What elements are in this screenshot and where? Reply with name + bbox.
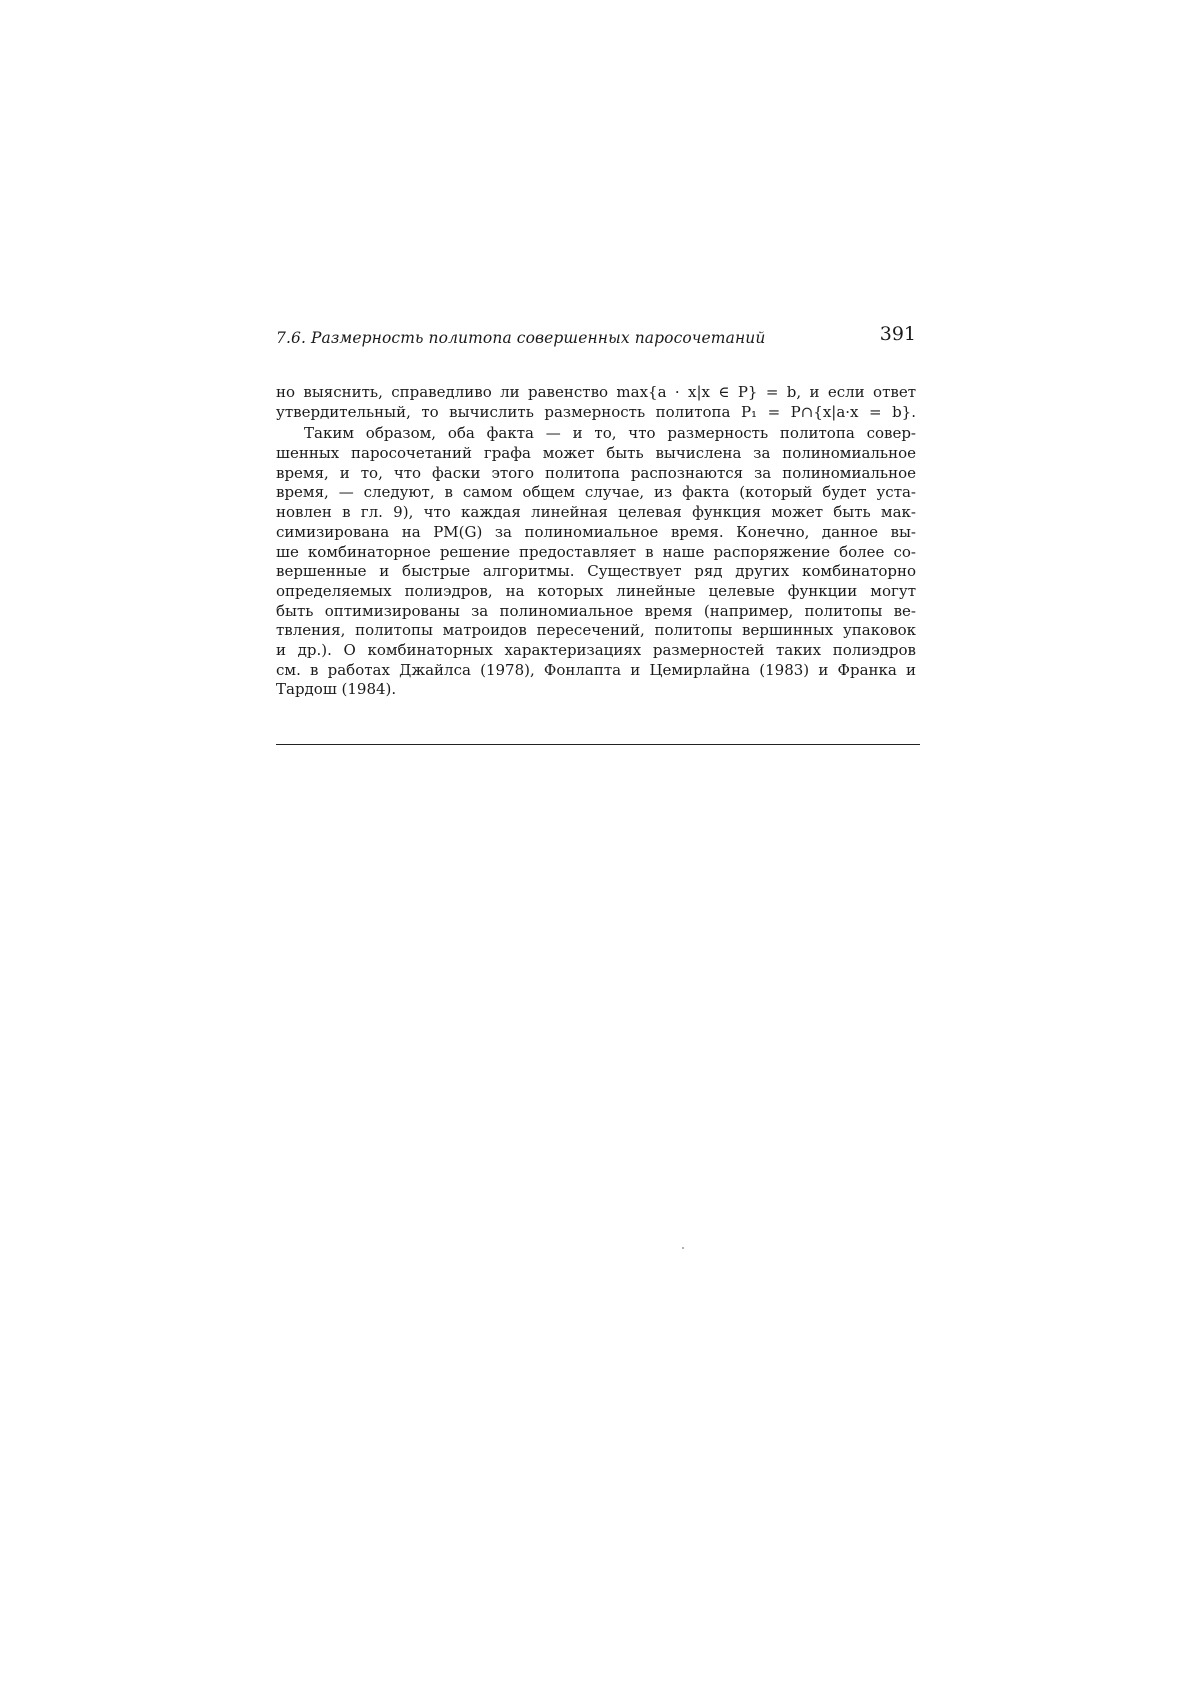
- page-number: 391: [879, 323, 916, 345]
- section-end-rule: [276, 744, 920, 745]
- running-head: 7.6. Размерность политопа совершенных паросочетаний: [276, 329, 766, 347]
- text-line: утвердительный, то вычислить размерность политопа P₁ = P∩{x|a·x = b}.: [276, 402, 916, 421]
- paragraph-2: [276, 424, 916, 700]
- paragraph-1: [276, 383, 916, 422]
- body-text: [276, 383, 916, 700]
- text-line: быть оптимизированы за полиномиальное время (например, политопы ве-: [276, 601, 916, 620]
- text-line: симизирована на PM(G) за полиномиальное время. Конечно, данное вы-: [276, 522, 916, 541]
- text-line: Таким образом, оба факта — и то, что размерность политопа совер-: [304, 424, 916, 443]
- page-header: [276, 323, 916, 349]
- text-line: время, — следуют, в самом общем случае, из факта (который будет уста-: [276, 483, 916, 502]
- text-line: см. в работах Джайлса (1978), Фонлапта и Цемирлайна (1983) и Франка и: [276, 660, 916, 679]
- scan-speck: [682, 1247, 684, 1249]
- text-line: шенных паросочетаний графа может быть вычислена за полиномиальное: [276, 444, 916, 463]
- text-line: время, и то, что фаски этого политопа распознаются за полиномиальное: [276, 463, 916, 482]
- text-line: твления, политопы матроидов пересечений, политопы вершинных упаковок: [276, 621, 916, 640]
- text-line: и др.). О комбинаторных характеризациях размерностей таких полиэдров: [276, 640, 916, 659]
- text-line: новлен в гл. 9), что каждая линейная целевая функция может быть мак-: [276, 503, 916, 522]
- text-line: но выяснить, справедливо ли равенство max{a · x|x ∈ P} = b, и если ответ: [276, 383, 916, 401]
- text-line: вершенные и быстрые алгоритмы. Существует ряд других комбинаторно: [276, 562, 916, 581]
- text-line: ше комбинаторное решение предоставляет в наше распоряжение более со-: [276, 542, 916, 561]
- text-line: определяемых полиэдров, на которых линейные целевые функции могут: [276, 581, 916, 600]
- text-line: Тардош (1984).: [276, 680, 397, 699]
